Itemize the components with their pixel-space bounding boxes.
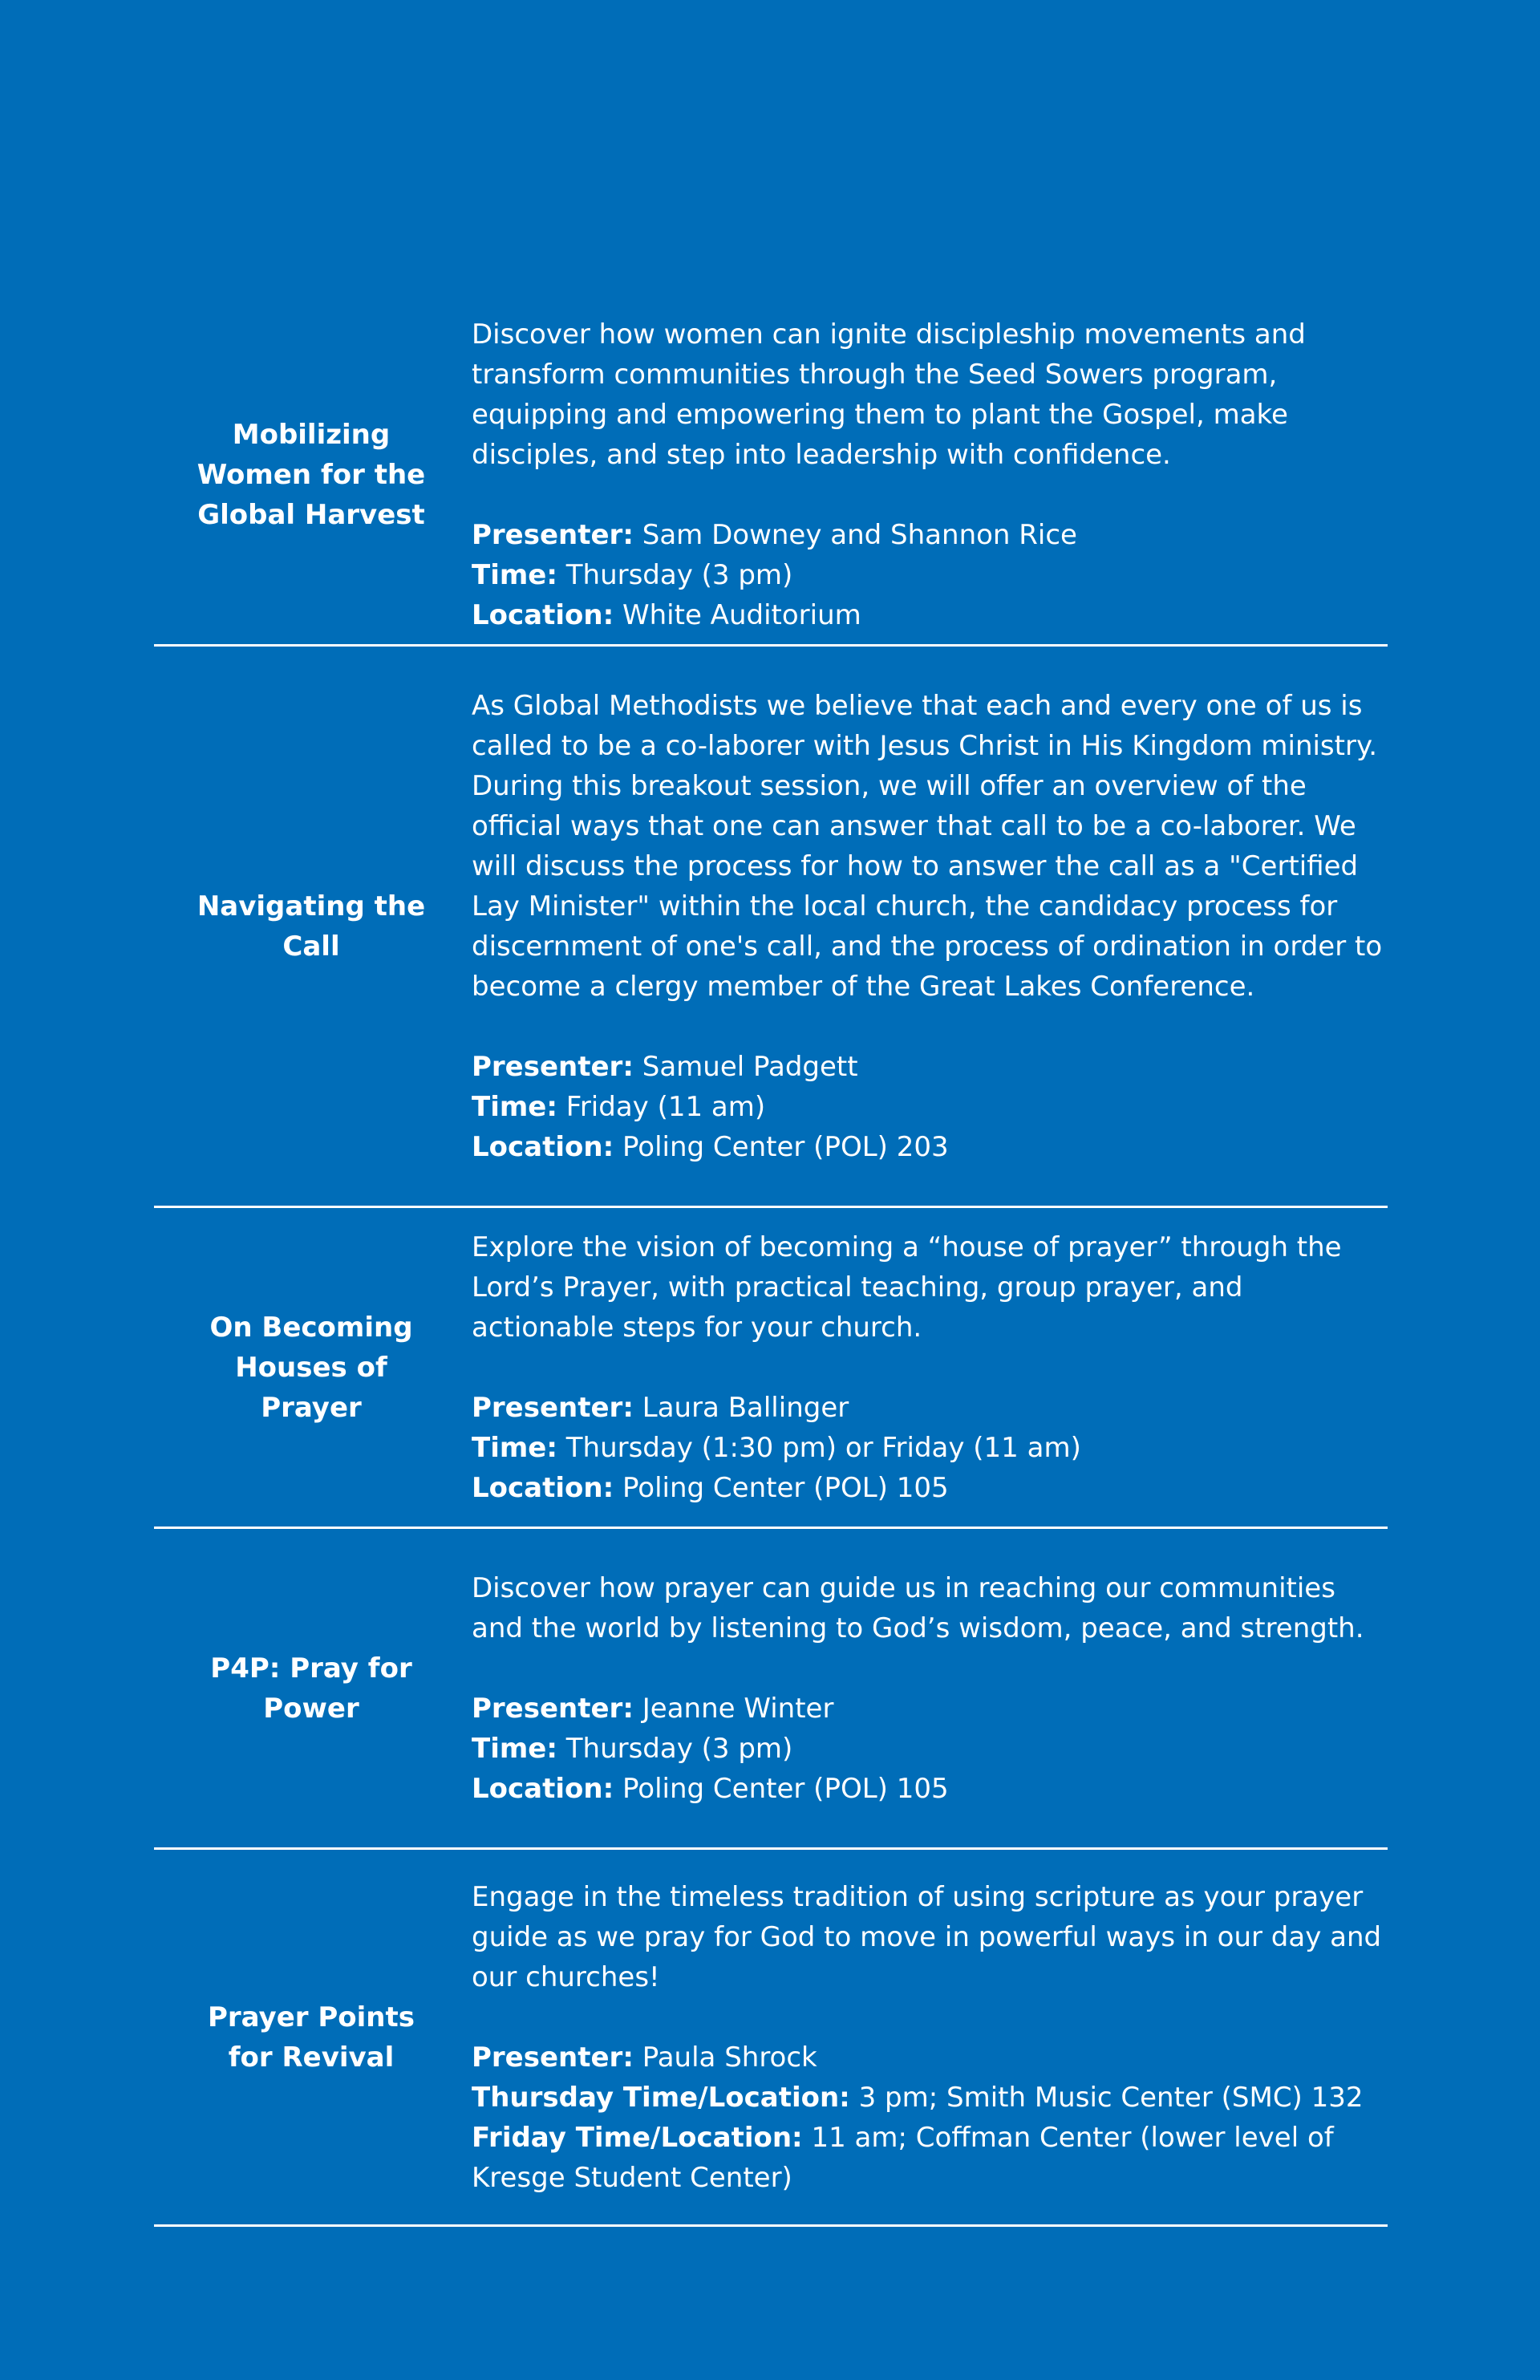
location-line [472,1769,1388,1809]
presenter-label: Presenter: [472,1050,634,1083]
time-value: Thursday (3 pm) [557,1732,793,1765]
session-details [468,314,1388,635]
session-title: P4P: Pray for Power [210,1652,412,1725]
session-details [468,1568,1388,1809]
presenter-label: Presenter: [472,2041,634,2074]
location-label: Location: [472,1471,614,1504]
location-line [472,1468,1388,1508]
thursday-line [472,2078,1388,2118]
session-title-column [154,415,468,535]
session-title-column [154,1648,468,1729]
time-value: Thursday (1:30 pm) or Friday (11 am) [557,1431,1081,1464]
time-value: Friday (11 am) [557,1090,766,1123]
location-label: Location: [472,1772,614,1805]
presenter-value: Jeanne Winter [633,1692,834,1725]
location-value: Poling Center (POL) 203 [614,1130,949,1163]
session-description: Engage in the timeless tradition of using scripture as your prayer guide as we pray for God to move in powerful ways in our day and our churches! [472,1880,1382,1993]
location-value: Poling Center (POL) 105 [614,1471,949,1504]
session-description: Discover how prayer can guide us in reaching our communities and the world by listening to God’s wisdom, peace, and strength. [472,1571,1364,1644]
session-title: Navigating the Call [197,890,426,963]
presenter-value: Laura Ballinger [633,1391,849,1424]
session-title-column [154,886,468,967]
time-label: Time: [472,1732,557,1765]
presenter-line [472,1689,1388,1729]
presenter-value: Sam Downey and Shannon Rice [633,518,1077,551]
session-description: Discover how women can ignite discipleship movements and transform communities through the Seed Sowers program, equipping and empowering them to plant the Gospel, make disciples, and step into leadership with confidence. [472,318,1306,471]
session-details [468,1877,1388,2198]
time-label: Time: [472,1090,557,1123]
session-row [154,305,1388,647]
thursday-value: 3 pm; Smith Music Center (SMC) 132 [849,2081,1364,2114]
session-row [154,1529,1388,1850]
presenter-value: Paula Shrock [633,2041,817,2074]
presenter-label: Presenter: [472,518,634,551]
time-value: Thursday (3 pm) [557,558,793,591]
time-line [472,555,1388,595]
session-details [468,686,1388,1167]
time-label: Time: [472,1431,557,1464]
friday-value: 11 am; Coffman Center (lower level of Kresge Student Center) [472,2121,1334,2194]
session-title-column [154,1308,468,1428]
session-title: Prayer Points for Revival [207,2001,415,2074]
session-title: Mobilizing Women for the Global Harvest [197,418,426,531]
location-value: Poling Center (POL) 105 [614,1772,949,1805]
session-row [154,1208,1388,1529]
presenter-line [472,515,1388,555]
time-label: Time: [472,558,557,591]
presenter-line [472,2037,1388,2078]
session-row [154,1850,1388,2227]
friday-label: Friday Time/Location: [472,2121,803,2154]
presenter-line [472,1388,1388,1428]
presenter-label: Presenter: [472,1692,634,1725]
location-label: Location: [472,598,614,631]
presenter-value: Samuel Padgett [633,1050,858,1083]
presenter-label: Presenter: [472,1391,634,1424]
session-row [154,647,1388,1208]
location-line [472,595,1388,635]
session-details [468,1227,1388,1508]
session-description: As Global Methodists we believe that each and every one of us is called to be a co-laborer with Jesus Christ in His Kingdom ministry. During this breakout session, we will offer an overview of the official ways that one can answer that call to be a co-laborer. We will discuss the process for how to answer the call as a "Certified Lay Minister" within the local church, the candidacy process for discernment of one's call, and the process of ordination in order to become a clergy member of the Great Lakes Conference. [472,689,1383,1003]
location-line [472,1127,1388,1167]
time-line [472,1428,1388,1468]
sessions-list [154,305,1388,2227]
friday-line [472,2118,1388,2198]
time-line [472,1087,1388,1127]
session-description: Explore the vision of becoming a “house of prayer” through the Lord’s Prayer, with practical teaching, group prayer, and actionable steps for your church. [472,1231,1342,1344]
time-line [472,1729,1388,1769]
thursday-label: Thursday Time/Location: [472,2081,850,2114]
location-value: White Auditorium [614,598,861,631]
session-title-column [154,1997,468,2078]
location-label: Location: [472,1130,614,1163]
session-title: On Becoming Houses of Prayer [209,1311,413,1424]
presenter-line [472,1047,1388,1087]
